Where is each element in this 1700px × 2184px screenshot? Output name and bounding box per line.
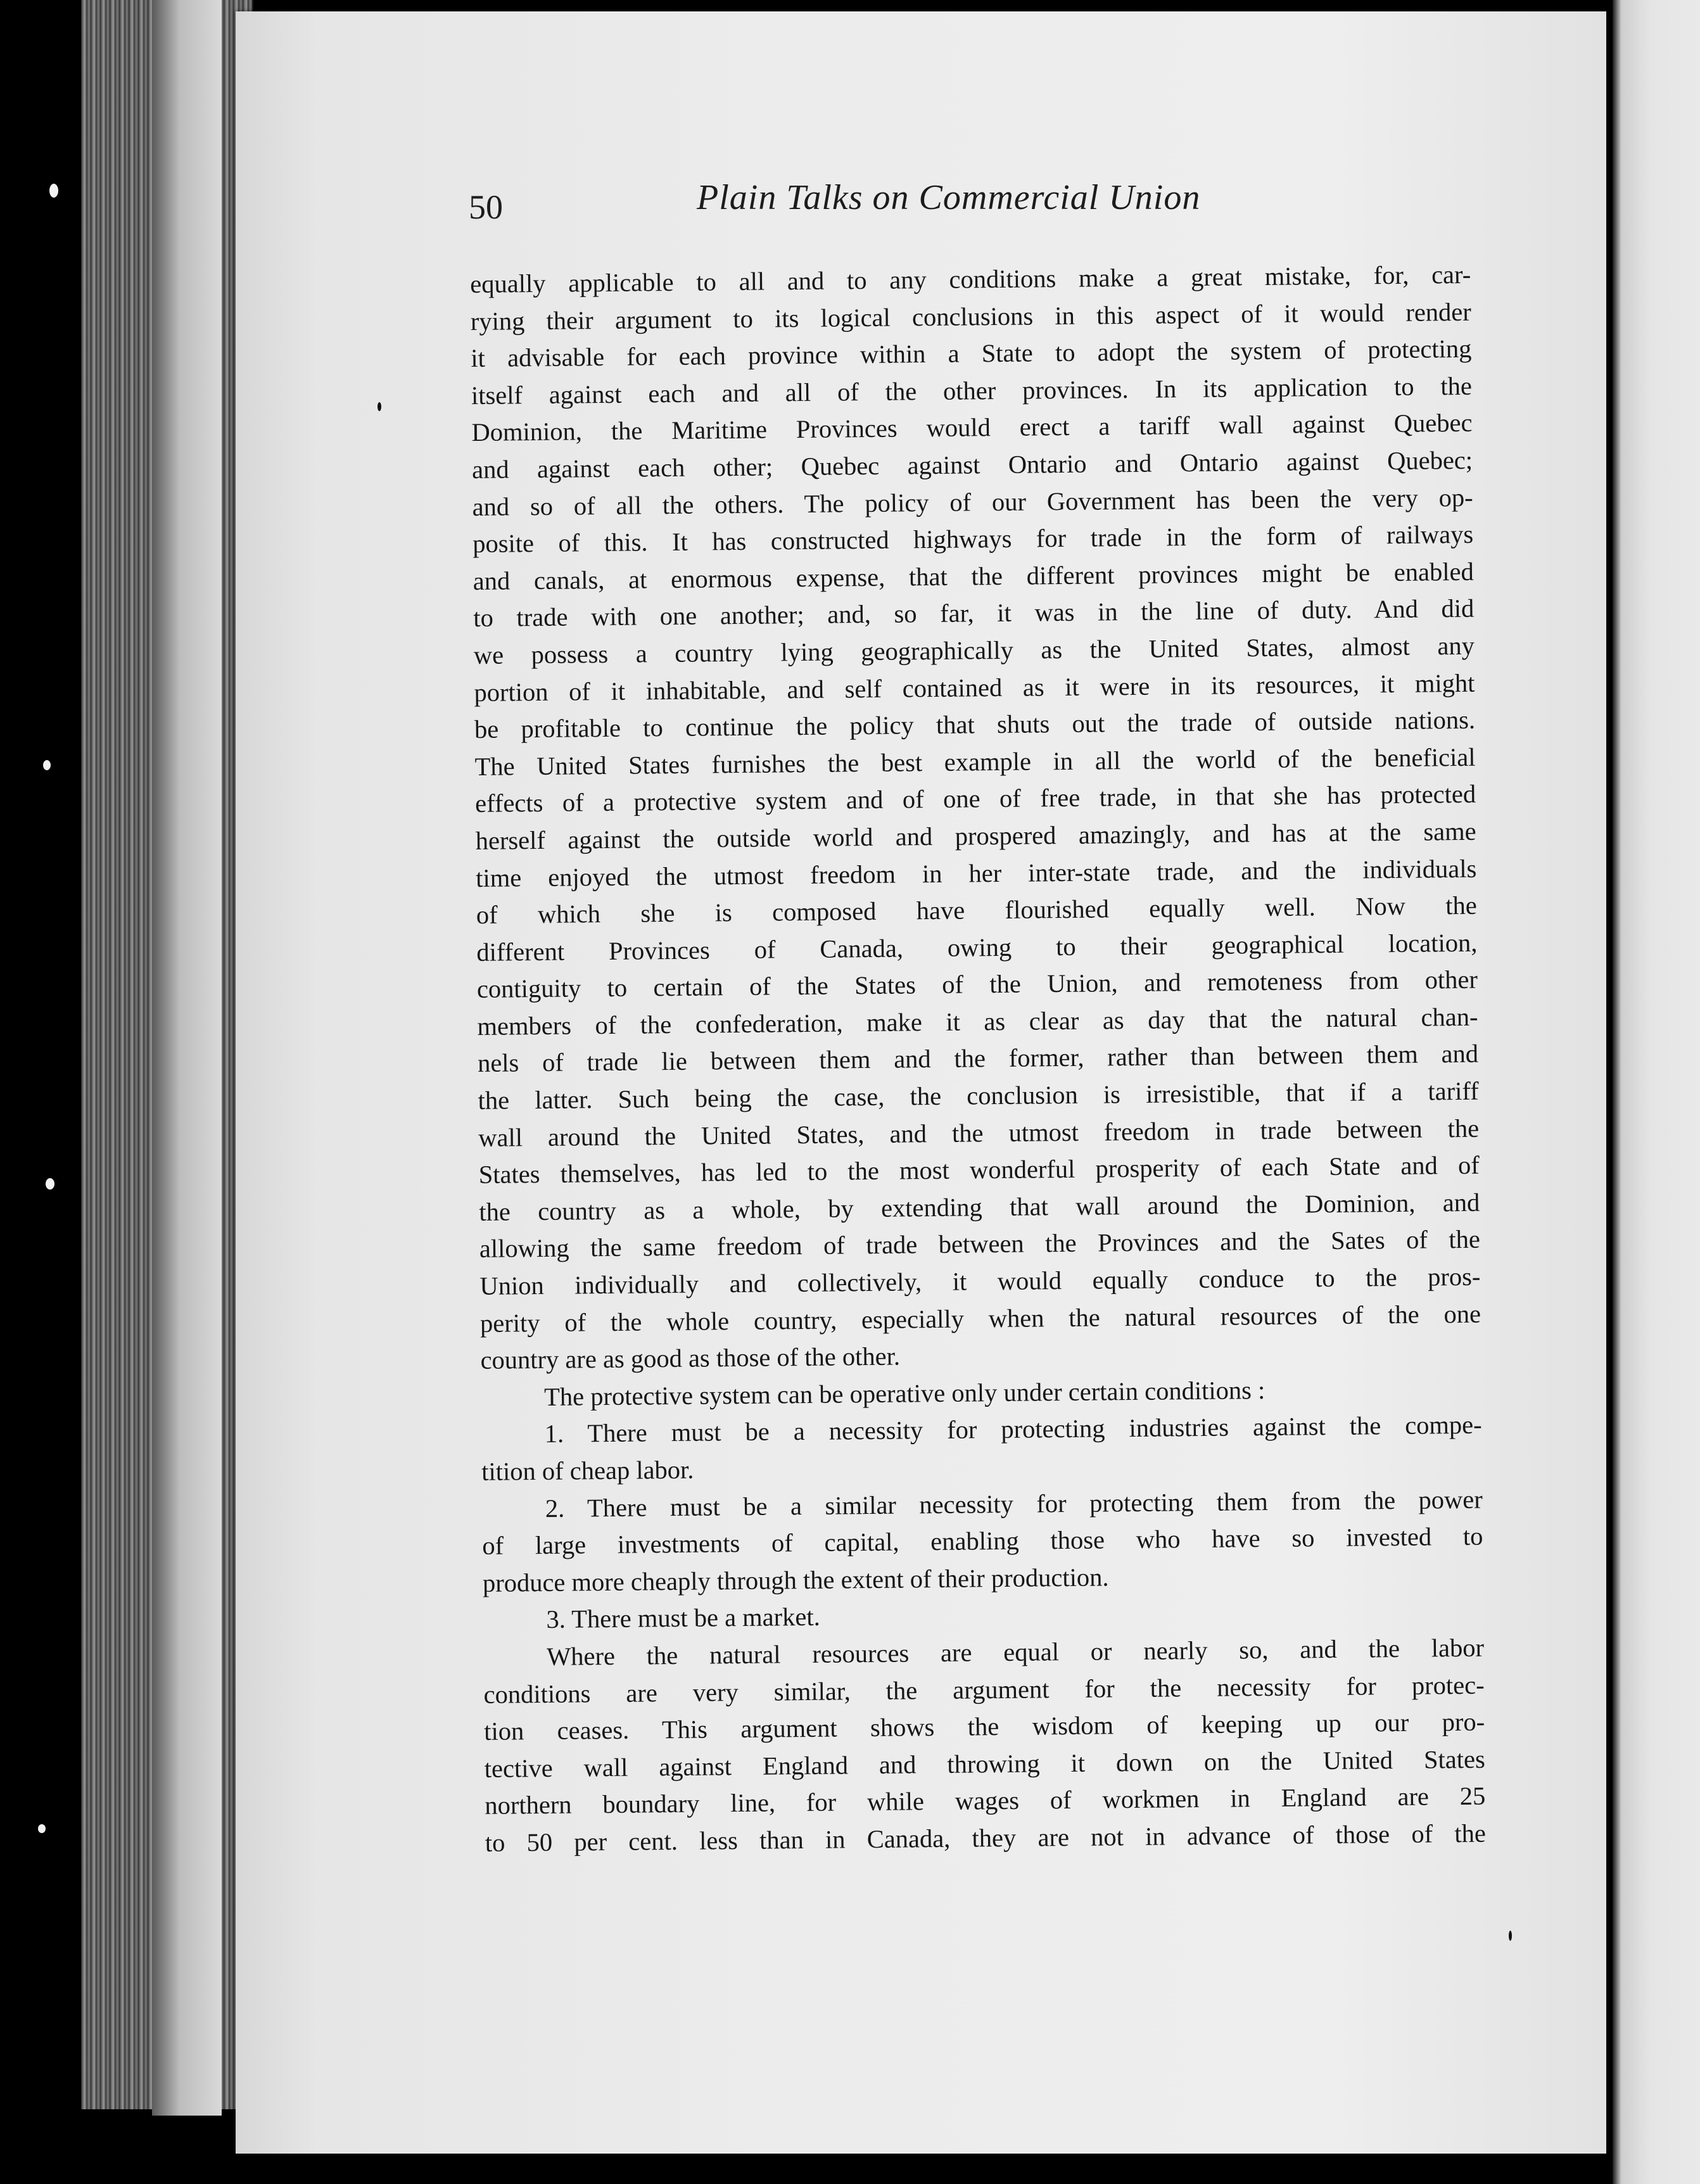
scan-speck [49,184,58,198]
text-line: of which she is composed have flourished equally well. Now the [476,891,1477,930]
text-line: tective wall against England and throwing it down on the United States [484,1744,1485,1783]
running-title: Plain Talks on Commercial Union [697,178,1201,217]
text-line: produce more cheaply through the extent of their production. [482,1563,1109,1597]
text-line: 2. There must be a similar necessity for protecting them from the power [545,1485,1483,1523]
text-line: allowing the same freedom of trade between the Provinces and the Sates of the [479,1225,1481,1264]
text-line: The United States furnishes the best example in all the world of the beneficial [474,742,1476,781]
page-number: 50 [469,188,503,226]
text-line: Dominion, the Maritime Provinces would erect a tariff wall against Quebec [471,409,1473,447]
scan-speck [377,402,381,411]
text-line: it advisable for each province within a State to adopt the system of protecting [471,334,1472,373]
text-line: tition of cheap labor. [481,1455,694,1486]
scan-speck [38,1824,46,1833]
text-line: portion of it inhabitable, and self contained as it were in its resources, it might [474,668,1475,707]
text-line: members of the confederation, make it as clear as day that the natural chan- [477,1002,1478,1041]
scan-speck [43,760,51,770]
text-line: be profitable to continue the policy that shuts out the trade of outside nations. [474,705,1476,744]
text-line: 3. There must be a market. [546,1603,820,1634]
text-line: equally applicable to all and to any conditions make a great mistake, for, car- [470,260,1471,298]
text-line: time enjoyed the utmost freedom in her inter-state trade, and the individuals [476,854,1477,892]
page-gutter-shadow [152,0,222,2116]
text-line: States themselves, has led to the most wonderful prosperity of each State and of [478,1151,1480,1190]
text-line: to 50 per cent. less than in Canada, they are not in advance of those of the [485,1819,1487,1857]
text-line: rying their argument to its logical conclusions in this aspect of it would render [470,297,1471,336]
text-line: Where the natural resources are equal or nearly so, and the labor [546,1633,1485,1671]
text-line: northern boundary line, for while wages of workmen in England are 25 [485,1782,1486,1820]
text-line: effects of a protective system and of one of free trade, in that she has protected [474,780,1476,818]
text-line: perity of the whole country, especially when the natural resources of the one [479,1299,1481,1338]
text-line: the country as a whole, by extending that wall around the Dominion, and [479,1188,1480,1226]
text-line: we possess a country lying geographically as the United States, almost any [473,631,1475,670]
body-text [470,257,1486,1862]
scan-speck [1509,1931,1512,1941]
text-line: itself against each and all of the other provinces. In its application to the [471,371,1473,410]
text-line: wall around the United States, and the utmost freedom in trade between the [478,1114,1480,1152]
text-line: and against each other; Quebec against Ontario and Ontario against Quebec; [471,445,1473,484]
text-line: The protective system can be operative only under certain conditions : [543,1375,1265,1411]
text-line: country are as good as those of the other. [480,1342,901,1375]
text-line: herself against the outside world and prospered amazingly, and has at the same [475,816,1476,855]
text-line: the latter. Such being the case, the conclusion is irresistible, that if a tariff [478,1076,1479,1115]
text-line: posite of this. It has constructed highways for trade in the form of railways [472,519,1474,559]
next-page-edge [1613,0,1700,2184]
page-header [469,177,1482,234]
text-line: to trade with one another; and, so far, it was in the line of duty. And did [473,594,1475,633]
scan-speck [46,1178,54,1190]
text-line: and canals, at enormous expense, that the different provinces might be enabled [473,557,1474,595]
text-line: conditions are very similar, the argument for the necessity for protec- [483,1670,1485,1709]
text-line: Union individually and collectively, it would equally conduce to the pros- [479,1262,1481,1300]
text-line: and so of all the others. The policy of our Government has been the very op- [472,483,1473,521]
text-line: of large investments of capital, enabling those who have so invested to [482,1521,1483,1561]
text-line: tion ceases. This argument shows the wisdom of keeping up our pro- [483,1707,1485,1746]
text-line: different Provinces of Canada, owing to their geographical location, [476,928,1478,967]
text-line: 1. There must be a necessity for protecting industries against the compe- [544,1411,1482,1449]
text-line: contiguity to certain of the States of the Union, and remoteness from other [476,965,1478,1004]
text-line: nels of trade lie between them and the former, rather than between them and [477,1039,1479,1078]
